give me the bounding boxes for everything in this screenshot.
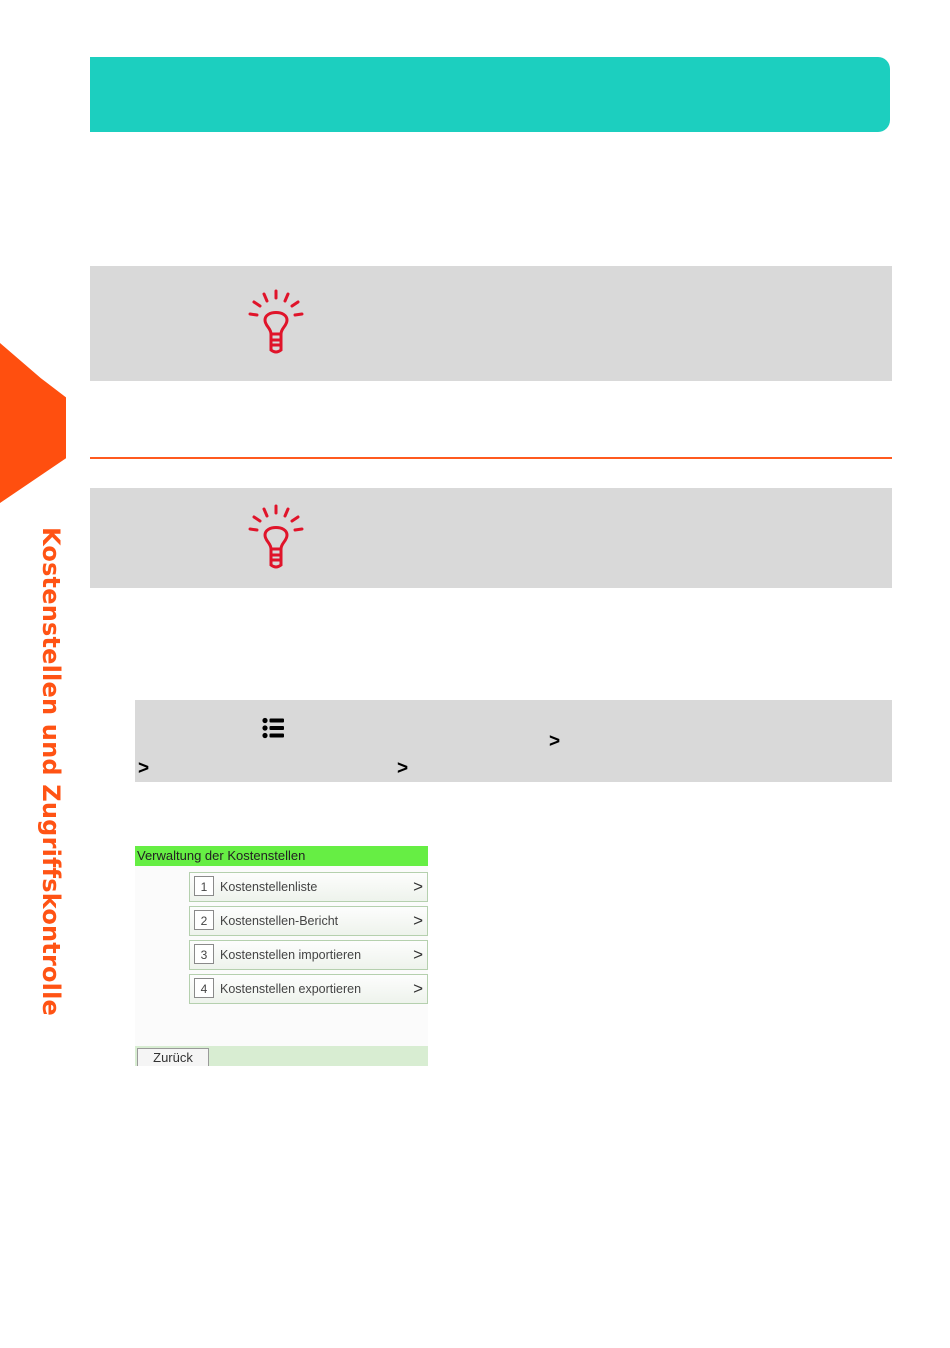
menu-item-cost-center-report[interactable] [189,906,428,936]
chapter-tab [0,343,66,503]
chevron-right-icon: > [138,758,150,779]
section-header-bar [90,57,890,132]
device-screen [135,846,428,1066]
back-button[interactable]: Zurück [137,1048,209,1066]
menu-item-number: 4 [194,978,214,998]
screen-footer [135,1046,428,1066]
menu-item-cost-center-list[interactable] [189,872,428,902]
chevron-right-icon: > [397,758,409,779]
screen-title: Verwaltung der Kostenstellen [135,846,428,866]
chevron-right-icon: > [413,911,423,930]
menu-item-label: Kostenstellen importieren [220,948,362,962]
menu-item-export-cost-centers[interactable] [189,974,428,1004]
menu-item-import-cost-centers[interactable] [189,940,428,970]
list-menu-icon [262,717,285,739]
menu-item-number: 2 [194,910,214,930]
menu-path-box [135,700,892,782]
chevron-right-icon: > [549,731,561,752]
tip-box [90,488,892,588]
menu-item-label: Kostenstellenliste [220,880,318,894]
section-divider [90,457,892,459]
menu-item-label: Kostenstellen exportieren [220,982,362,996]
chapter-title: Kostenstellen und Zugriffskontrolle [37,527,65,1017]
chevron-right-icon: > [413,979,423,998]
lightbulb-icon [245,503,307,571]
chevron-right-icon: > [413,877,423,896]
menu-item-number: 3 [194,944,214,964]
tip-box [90,266,892,381]
chevron-right-icon: > [413,945,423,964]
menu-item-number: 1 [194,876,214,896]
menu-item-label: Kostenstellen-Bericht [220,914,339,928]
lightbulb-icon [245,288,307,356]
